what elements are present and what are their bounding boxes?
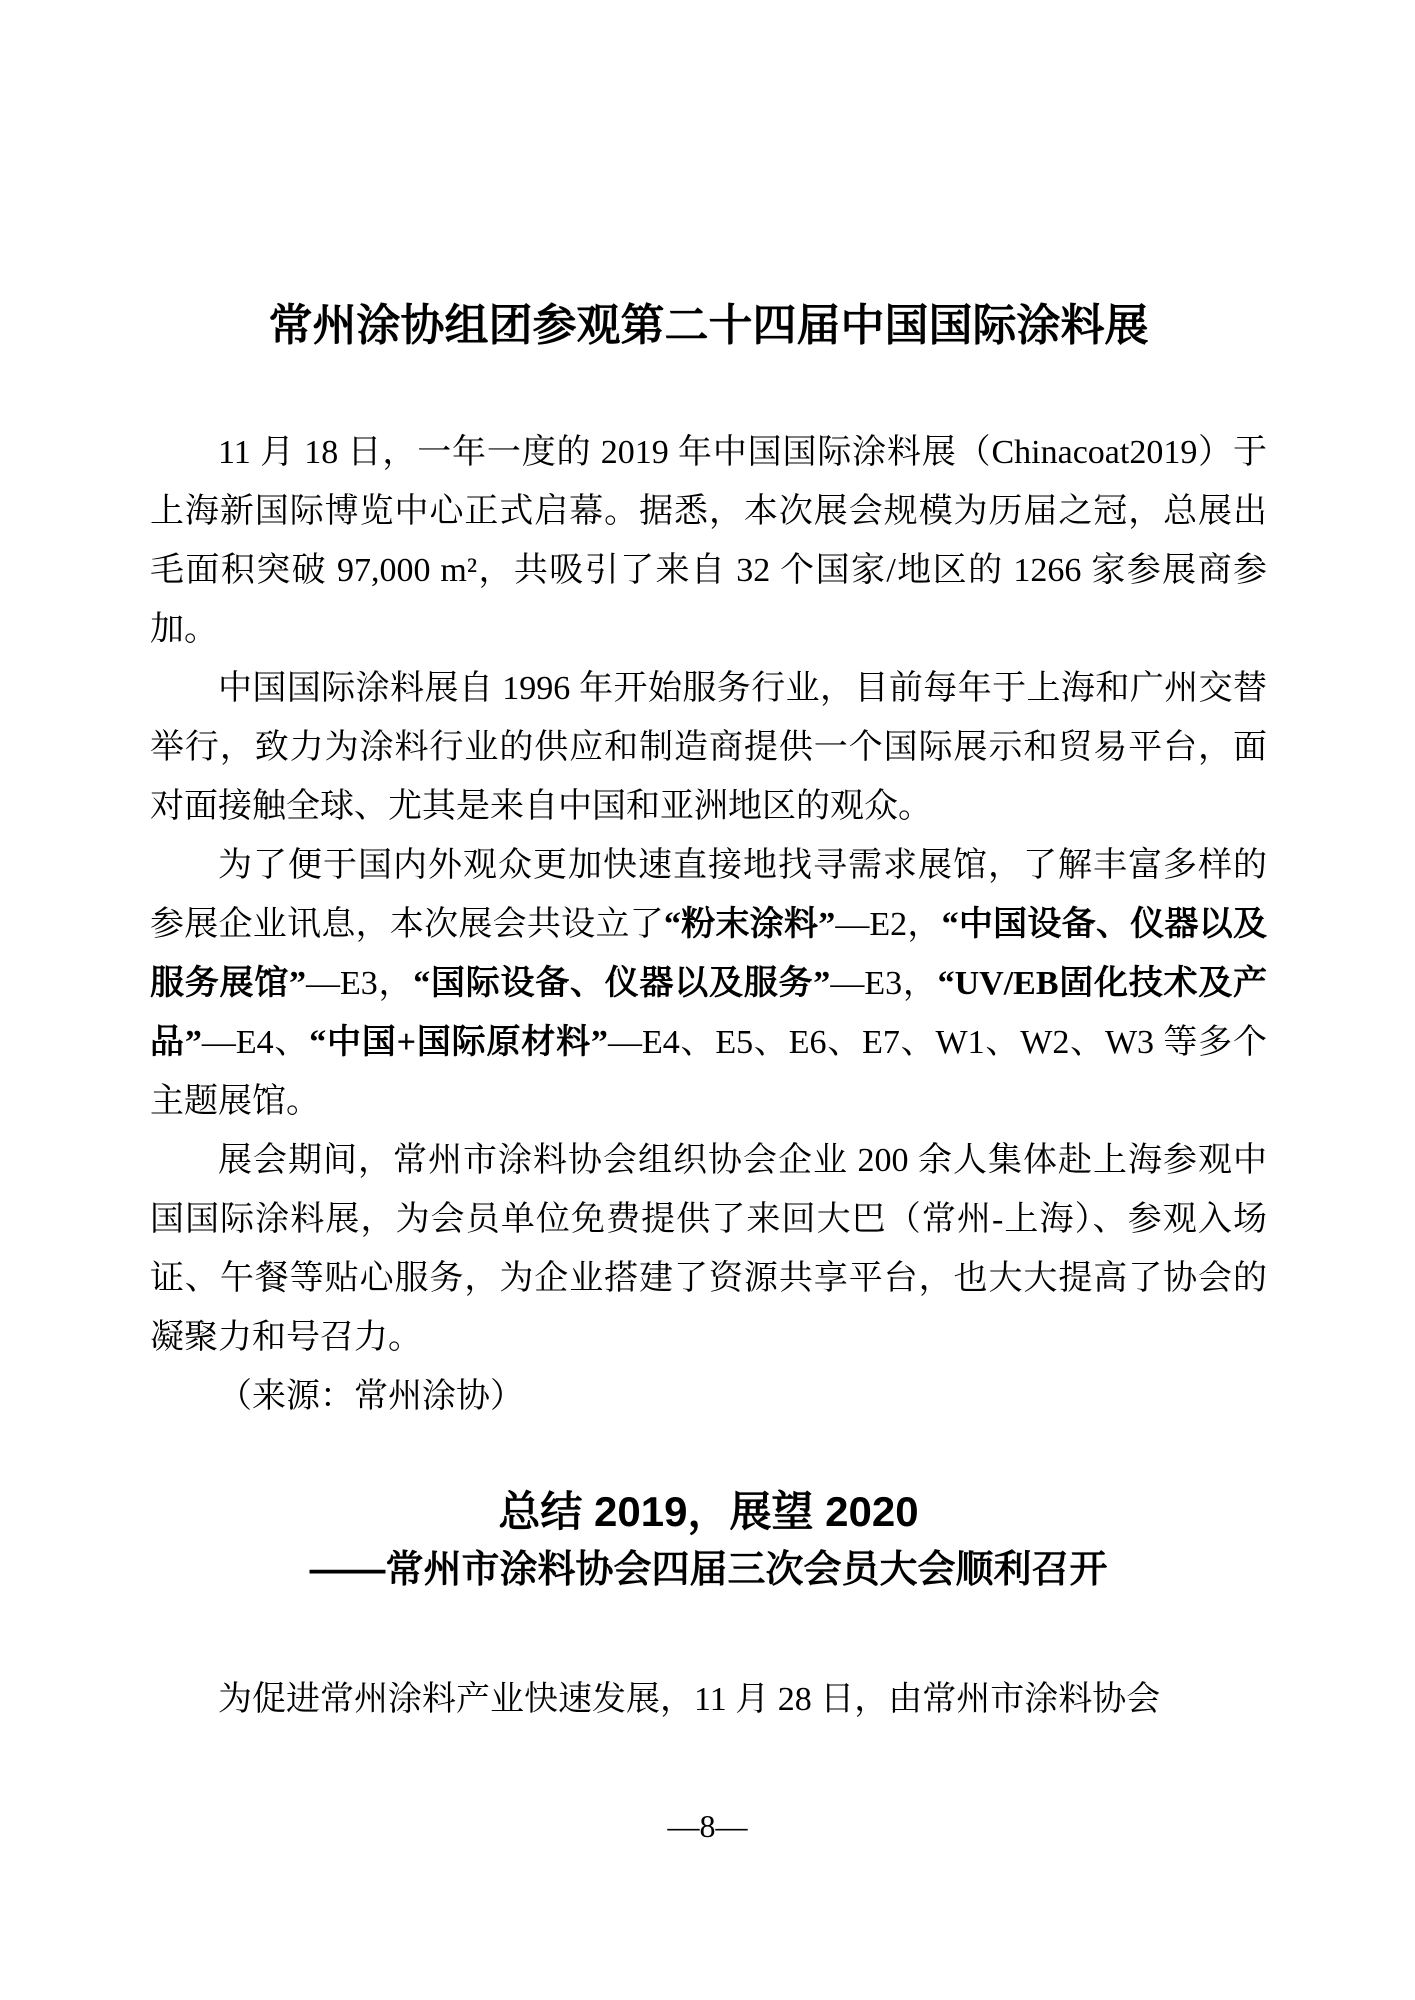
article2-title: 总结 2019，展望 2020 bbox=[498, 1487, 919, 1535]
article1-paragraph-4: 展会期间，常州市涂料协会组织协会企业 200 余人集体赴上海参观中国国际涂料展，为会员单位免费提供了来回大巴（常州-上海）、参观入场证、午餐等贴心服务，为企业搭建了资源共享平台，也大大提高了协会的凝聚力和号召力。 bbox=[150, 1141, 1267, 1356]
page-number: —8— bbox=[667, 1808, 748, 1844]
article2-subtitle: ——常州市涂料协会四届三次会员大会顺利召开 bbox=[309, 1549, 1108, 1592]
article1-source-line: （来源：常州涂协） bbox=[218, 1377, 524, 1415]
article1-paragraph-3: 为了便于国内外观众更加快速直接地找寻需求展馆，了解丰富多样的参展企业讯息，本次展会共设立了“粉末涂料”—E2，“中国设备、仪器以及服务展馆”—E3，“国际设备、仪器以及服务”—E3，“UV/EB固化技术及产品”—E4、“中国+国际原材料”—E4、E5、E6、E7、W1、W2、W3 等多个主题展馆。 bbox=[150, 846, 1268, 1120]
article2-paragraph-1: 为促进常州涂料产业快速发展，11 月 28 日，由常州市涂料协会 bbox=[218, 1681, 1161, 1719]
article1-paragraph-1: 11 月 18 日，一年一度的 2019 年中国国际涂料展（Chinacoat2019）于上海新国际博览中心正式启幕。据悉，本次展会规模为历届之冠，总展出毛面积突破 97,000 m²，共吸引了来自 32 个国家/地区的 1266 家参展商参加。 bbox=[150, 433, 1267, 648]
article1-title: 常州涂协组团参观第二十四届中国国际涂料展 bbox=[268, 301, 1149, 350]
article2-body bbox=[150, 1670, 1267, 1729]
article1-paragraph-2: 中国国际涂料展自 1996 年开始服务行业，目前每年于上海和广州交替举行，致力为涂料行业的供应和制造商提供一个国际展示和贸易平台，面对面接触全球、尤其是来自中国和亚洲地区的观众。 bbox=[150, 669, 1267, 825]
article1-body bbox=[150, 423, 1267, 1426]
